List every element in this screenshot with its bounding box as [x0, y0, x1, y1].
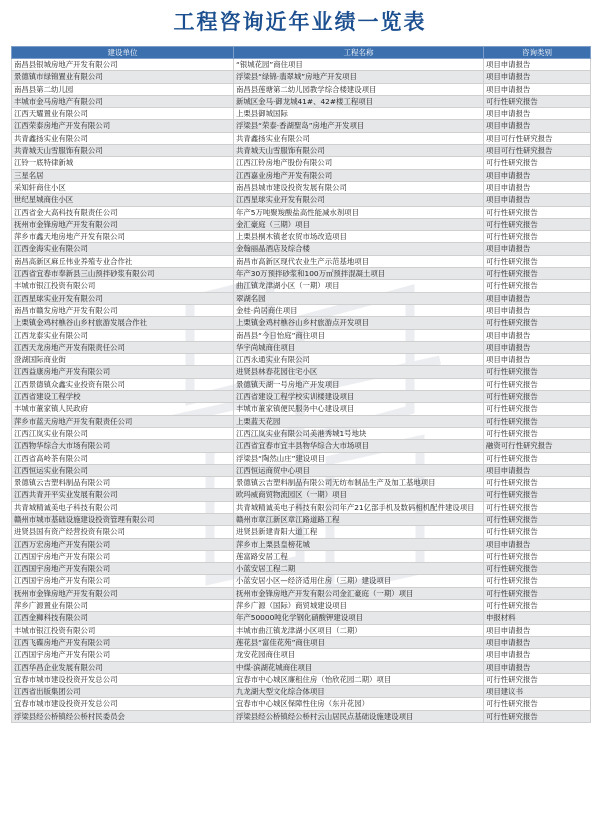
- cell-client: 宜春市城市建设投资开发总公司: [12, 673, 234, 685]
- cell-consult-type: 项目申请报告: [484, 661, 591, 673]
- cell-project-name: 共青鑫扬实业有限公司: [234, 132, 484, 144]
- cell-consult-type: 项目申请报告: [484, 108, 591, 120]
- cell-consult-type: 可行性研究报告: [484, 673, 591, 685]
- cell-consult-type: 项目建议书: [484, 686, 591, 698]
- cell-project-name: 萍乡市上栗县皇榜花城: [234, 538, 484, 550]
- table-row: [12, 194, 591, 206]
- cell-client: 江西共青开平实业发展有限公司: [12, 489, 234, 501]
- table-row: [12, 600, 591, 612]
- cell-project-name: 赣州市章江新区章江路道路工程: [234, 513, 484, 525]
- cell-consult-type: 可行性研究报告: [484, 526, 591, 538]
- cell-client: 南昌高新区麻丘伟业养殖专业合作社: [12, 255, 234, 267]
- cell-consult-type: 可行性研究报告: [484, 489, 591, 501]
- table-row: [12, 440, 591, 452]
- cell-client: 江西国宇房地产开发有限公司: [12, 563, 234, 575]
- cell-client: 江西金海实业有限公司: [12, 243, 234, 255]
- cell-consult-type: 可行性研究报告: [484, 415, 591, 427]
- table-body: [12, 59, 591, 723]
- cell-client: 江西省建设工程学校: [12, 391, 234, 403]
- cell-project-name: 景德镇天湖一号房地产开发项目: [234, 378, 484, 390]
- cell-client: 江西金狮科技有限公司: [12, 612, 234, 624]
- cell-client: 丰城市董家镇人民政府: [12, 403, 234, 415]
- cell-project-name: 江西江岚实业有限公司美港秀城1号地块: [234, 427, 484, 439]
- table-row: [12, 661, 591, 673]
- cell-client: 萍乡市蓝天房地产开发有限责任公司: [12, 415, 234, 427]
- cell-project-name: 莲花县“富佳花苑”商住项目: [234, 636, 484, 648]
- table-row: [12, 489, 591, 501]
- cell-project-name: 欧玛威商贸物流园区（一期）项目: [234, 489, 484, 501]
- table-row: [12, 280, 591, 292]
- table-row: [12, 366, 591, 378]
- cell-consult-type: 项目申请报告: [484, 636, 591, 648]
- cell-project-name: 浮梁县经公桥镇经公桥村云山居民点基础设施建设项目: [234, 710, 484, 722]
- header-consult-type: 咨询类别: [484, 47, 591, 59]
- cell-project-name: 进贤县林春花园住宅小区: [234, 366, 484, 378]
- table-row: [12, 59, 591, 71]
- cell-project-name: 南昌县城市建设投资发展有限公司: [234, 181, 484, 193]
- table-row: [12, 501, 591, 513]
- table-row: [12, 575, 591, 587]
- cell-client: 共青鑫扬实业有限公司: [12, 132, 234, 144]
- cell-consult-type: 可行性研究报告: [484, 600, 591, 612]
- table-row: [12, 698, 591, 710]
- cell-consult-type: 可行性研究报告: [484, 427, 591, 439]
- cell-project-name: 江西星球实业开发有限公司: [234, 194, 484, 206]
- cell-consult-type: 项目申请报告: [484, 71, 591, 83]
- cell-project-name: 中煤·滨湖花城商住项目: [234, 661, 484, 673]
- cell-project-name: 江西江铃房地产股份有限公司: [234, 157, 484, 169]
- cell-project-name: 华宇尚城商住项目: [234, 341, 484, 353]
- cell-project-name: 进贤县新建青阳大道工程: [234, 526, 484, 538]
- cell-client: 江西星球实业开发有限公司: [12, 292, 234, 304]
- cell-client: 进贤县国有资产经营投资有限公司: [12, 526, 234, 538]
- cell-consult-type: 可行性研究报告: [484, 501, 591, 513]
- table-row: [12, 587, 591, 599]
- cell-client: 赣州市城市基础设施建设投资管理有限公司: [12, 513, 234, 525]
- cell-consult-type: 融资可行性研究报告: [484, 440, 591, 452]
- cell-project-name: 南昌县莲塘第二幼儿园教学综合楼建设项目: [234, 83, 484, 95]
- cell-project-name: 年产50000吨化学钢化硝酸钾建设项目: [234, 612, 484, 624]
- cell-project-name: 丰城市董家镇便民服务中心建设项目: [234, 403, 484, 415]
- cell-client: 景德镇云吉塑料制品有限公司: [12, 477, 234, 489]
- cell-client: 抚州市金锋房地产开发有限公司: [12, 218, 234, 230]
- cell-project-name: 共青城精诚美电子科技有限公司年产21亿部手机及数码相机配件建设项目: [234, 501, 484, 513]
- cell-consult-type: 申报材料: [484, 612, 591, 624]
- cell-consult-type: 可行性研究报告: [484, 157, 591, 169]
- page-title: 工程咨询近年业绩一览表: [173, 10, 427, 34]
- table-row: [12, 636, 591, 648]
- cell-client: 江西天龙房地产开发有限责任公司: [12, 341, 234, 353]
- cell-consult-type: 项目申请报告: [484, 169, 591, 181]
- cell-project-name: 金翰丽晶酒店及综合楼: [234, 243, 484, 255]
- table-header-row: [12, 47, 591, 59]
- table-row: [12, 268, 591, 280]
- cell-consult-type: 可行性研究报告: [484, 698, 591, 710]
- cell-client: 江西天耀置业有限公司: [12, 108, 234, 120]
- cell-consult-type: 可行性研究报告: [484, 206, 591, 218]
- cell-project-name: 萍乡广源（国际）商贸城建设项目: [234, 600, 484, 612]
- cell-consult-type: 可行性研究报告: [484, 575, 591, 587]
- table-row: [12, 452, 591, 464]
- table-row: [12, 354, 591, 366]
- table-row: [12, 415, 591, 427]
- cell-project-name: 江西省建设工程学校实训楼建设项目: [234, 391, 484, 403]
- cell-project-name: 新城区金马·御龙城41#、42#楼工程项目: [234, 95, 484, 107]
- cell-client: 江西龙泰实业有限公司: [12, 329, 234, 341]
- cell-client: 江西华昌企业发展有限公司: [12, 661, 234, 673]
- cell-consult-type: 项目申请报告: [484, 292, 591, 304]
- table-row: [12, 710, 591, 722]
- cell-client: 共青城天山雪服饰有限公司: [12, 145, 234, 157]
- projects-table: [11, 46, 591, 723]
- table-row: [12, 169, 591, 181]
- table-row: [12, 526, 591, 538]
- table-row: [12, 292, 591, 304]
- cell-consult-type: 项目申请报告: [484, 464, 591, 476]
- cell-client: 江西国宇房地产开发有限公司: [12, 649, 234, 661]
- cell-consult-type: 项目申请报告: [484, 194, 591, 206]
- cell-client: 浮梁县经公桥镇经公桥村民委员会: [12, 710, 234, 722]
- table-row: [12, 513, 591, 525]
- table-row: [12, 181, 591, 193]
- cell-consult-type: 项目申请报告: [484, 538, 591, 550]
- table-row: [12, 624, 591, 636]
- table-row: [12, 612, 591, 624]
- table-row: [12, 108, 591, 120]
- cell-client: 江西物华综合大市场有限公司: [12, 440, 234, 452]
- table-row: [12, 145, 591, 157]
- cell-consult-type: 可行性研究报告: [484, 255, 591, 267]
- cell-client: 南昌县第二幼儿园: [12, 83, 234, 95]
- cell-consult-type: 可行性研究报告: [484, 280, 591, 292]
- cell-project-name: 九龙湖大型文化综合体项目: [234, 686, 484, 698]
- cell-consult-type: 项目申请报告: [484, 181, 591, 193]
- cell-project-name: 金桂·尚居商住项目: [234, 304, 484, 316]
- table-row: [12, 538, 591, 550]
- cell-project-name: “银城花园”商住项目: [234, 59, 484, 71]
- cell-project-name: 小蓝安居小区—经济适用住房（三期）建设项目: [234, 575, 484, 587]
- cell-client: 江西飞碟房地产开发有限公司: [12, 636, 234, 648]
- cell-consult-type: 可行性研究报告: [484, 563, 591, 575]
- cell-client: 江西万宏房地产开发有限公司: [12, 538, 234, 550]
- cell-consult-type: 项目申请报告: [484, 329, 591, 341]
- cell-project-name: 江西恒运商贸中心项目: [234, 464, 484, 476]
- cell-consult-type: 可行性研究报告: [484, 95, 591, 107]
- cell-consult-type: 可行性研究报告: [484, 391, 591, 403]
- cell-project-name: 年产5万吨聚羧酸盐高性能减水剂项目: [234, 206, 484, 218]
- cell-client: 抚州市金锋房地产开发有限公司: [12, 587, 234, 599]
- cell-consult-type: 项目申请报告: [484, 59, 591, 71]
- cell-client: 江西国宇房地产开发有限公司: [12, 550, 234, 562]
- table-row: [12, 403, 591, 415]
- table-row: [12, 120, 591, 132]
- cell-consult-type: 可行性研究报告: [484, 317, 591, 329]
- header-client: 建设单位: [12, 47, 234, 59]
- cell-consult-type: 项目申请报告: [484, 649, 591, 661]
- cell-client: 上栗镇金鸡村樵谷山乡村旅游发展合作社: [12, 317, 234, 329]
- cell-project-name: 江西嘉业房地产开发有限公司: [234, 169, 484, 181]
- cell-project-name: 年产30万预拌砂浆和100万㎡预拌混凝土项目: [234, 268, 484, 280]
- cell-client: 南昌县银城房地产开发有限公司: [12, 59, 234, 71]
- cell-client: 三星名居: [12, 169, 234, 181]
- cell-consult-type: 可行性研究报告: [484, 378, 591, 390]
- table-row: [12, 464, 591, 476]
- cell-consult-type: 可行性研究报告: [484, 587, 591, 599]
- cell-project-name: 丰城市曲江镇龙津湖小区项目（二期）: [234, 624, 484, 636]
- cell-consult-type: 项目申请报告: [484, 341, 591, 353]
- table-row: [12, 391, 591, 403]
- cell-client: 江西荣泰房地产开发有限公司: [12, 120, 234, 132]
- table-row: [12, 317, 591, 329]
- cell-client: 萍乡广源置业有限公司: [12, 600, 234, 612]
- cell-client: 共青城精诚美电子科技有限公司: [12, 501, 234, 513]
- cell-project-name: 共青城天山雪服饰有限公司: [234, 145, 484, 157]
- cell-project-name: 金汇豪庭（三期）项目: [234, 218, 484, 230]
- cell-consult-type: 项目申请报告: [484, 83, 591, 95]
- cell-consult-type: 项目申请报告: [484, 120, 591, 132]
- table-row: [12, 673, 591, 685]
- cell-client: 江西省高岭茶有限公司: [12, 452, 234, 464]
- cell-project-name: 上栗蓝天花园: [234, 415, 484, 427]
- cell-client: 江西省金大高科技有限责任公司: [12, 206, 234, 218]
- table-row: [12, 157, 591, 169]
- table-row: [12, 218, 591, 230]
- cell-consult-type: 可行性研究报告: [484, 403, 591, 415]
- cell-project-name: 景德镇云吉塑料制品有限公司无纺布制品生产及加工基地项目: [234, 477, 484, 489]
- cell-consult-type: 可行性研究报告: [484, 268, 591, 280]
- cell-consult-type: 可行性研究报告: [484, 477, 591, 489]
- table-row: [12, 231, 591, 243]
- cell-consult-type: 可行性研究报告: [484, 550, 591, 562]
- table-row: [12, 83, 591, 95]
- cell-consult-type: 项目申请报告: [484, 243, 591, 255]
- cell-client: 江西省宜春市奉新县三山预拌砂浆有限公司: [12, 268, 234, 280]
- cell-project-name: 江西省宜春市宜丰县物华综合大市场项目: [234, 440, 484, 452]
- table-row: [12, 255, 591, 267]
- cell-project-name: 莲富路安居工程: [234, 550, 484, 562]
- cell-project-name: 宜春市中心城区保障性住房（东升花园）: [234, 698, 484, 710]
- cell-consult-type: 可行性研究报告: [484, 452, 591, 464]
- cell-client: 江西益康房地产开发有限公司: [12, 366, 234, 378]
- cell-project-name: 上栗县御城国际: [234, 108, 484, 120]
- cell-client: 景德镇市绿锦置业有限公司: [12, 71, 234, 83]
- cell-project-name: 宜春市中心城区廉租住房（怡欣花园二期）项目: [234, 673, 484, 685]
- cell-project-name: 抚州市金锋房地产开发有限公司金汇豪庭（一期）项目: [234, 587, 484, 599]
- cell-project-name: 浮梁县“荣泰·香湖聖岛”房地产开发项目: [234, 120, 484, 132]
- cell-consult-type: 项目申请报告: [484, 354, 591, 366]
- cell-client: 江铃一底特律新城: [12, 157, 234, 169]
- cell-client: 江西恒运实业有限公司: [12, 464, 234, 476]
- cell-project-name: 南昌县“今日怡庭”商住项目: [234, 329, 484, 341]
- cell-consult-type: 可行性研究报告: [484, 231, 591, 243]
- cell-consult-type: 项目申请报告: [484, 304, 591, 316]
- cell-consult-type: 项目可行性研究报告: [484, 145, 591, 157]
- cell-project-name: 翠湖名园: [234, 292, 484, 304]
- cell-consult-type: 项目申请报告: [484, 624, 591, 636]
- cell-consult-type: 可行性研究报告: [484, 513, 591, 525]
- cell-client: 丰城市银江投资有限公司: [12, 280, 234, 292]
- table-row: [12, 95, 591, 107]
- table-row: [12, 206, 591, 218]
- table-row: [12, 563, 591, 575]
- cell-client: 采知轩商住小区: [12, 181, 234, 193]
- table-row: [12, 378, 591, 390]
- cell-project-name: 龙安花园商住项目: [234, 649, 484, 661]
- cell-project-name: 浮梁县“陶然山庄”建设项目: [234, 452, 484, 464]
- cell-project-name: 南昌市高新区现代农业生产示范基地项目: [234, 255, 484, 267]
- cell-consult-type: 可行性研究报告: [484, 366, 591, 378]
- cell-consult-type: 项目可行性研究报告: [484, 132, 591, 144]
- cell-client: 宜春市城市建设投资开发总公司: [12, 698, 234, 710]
- cell-client: 江西国宇房地产开发有限公司: [12, 575, 234, 587]
- cell-client: 丰城市银江投资有限公司: [12, 624, 234, 636]
- table-row: [12, 686, 591, 698]
- cell-client: 江西江岚实业有限公司: [12, 427, 234, 439]
- cell-client: 澄湖国际商业街: [12, 354, 234, 366]
- table-row: [12, 304, 591, 316]
- table-row: [12, 71, 591, 83]
- cell-project-name: 浮梁县“绿锦·翡翠城”房地产开发项目: [234, 71, 484, 83]
- cell-consult-type: 可行性研究报告: [484, 218, 591, 230]
- cell-project-name: 上栗镇金鸡村樵谷山乡村旅游点开发项目: [234, 317, 484, 329]
- cell-client: 南昌市赣发房地产开发有限公司: [12, 304, 234, 316]
- cell-client: 丰城市金马房地产有限公司: [12, 95, 234, 107]
- cell-project-name: 上栗县桐木镇老农贸市场改造项目: [234, 231, 484, 243]
- cell-client: 世纪星城商住小区: [12, 194, 234, 206]
- table-row: [12, 427, 591, 439]
- header-project-name: 工程名称: [234, 47, 484, 59]
- cell-consult-type: 可行性研究报告: [484, 710, 591, 722]
- table-row: [12, 329, 591, 341]
- cell-project-name: 曲江镇龙津湖小区（一期）项目: [234, 280, 484, 292]
- cell-project-name: 江西永通实业有限公司: [234, 354, 484, 366]
- table-row: [12, 477, 591, 489]
- table-row: [12, 649, 591, 661]
- table-row: [12, 243, 591, 255]
- cell-client: 江西省出版集团公司: [12, 686, 234, 698]
- cell-client: 江西景德镇众鑫实业投资有限公司: [12, 378, 234, 390]
- table-row: [12, 341, 591, 353]
- table-row: [12, 132, 591, 144]
- cell-client: 萍乡市鑫天地房地产开发有限公司: [12, 231, 234, 243]
- table-row: [12, 550, 591, 562]
- cell-project-name: 小蓝安居工程二期: [234, 563, 484, 575]
